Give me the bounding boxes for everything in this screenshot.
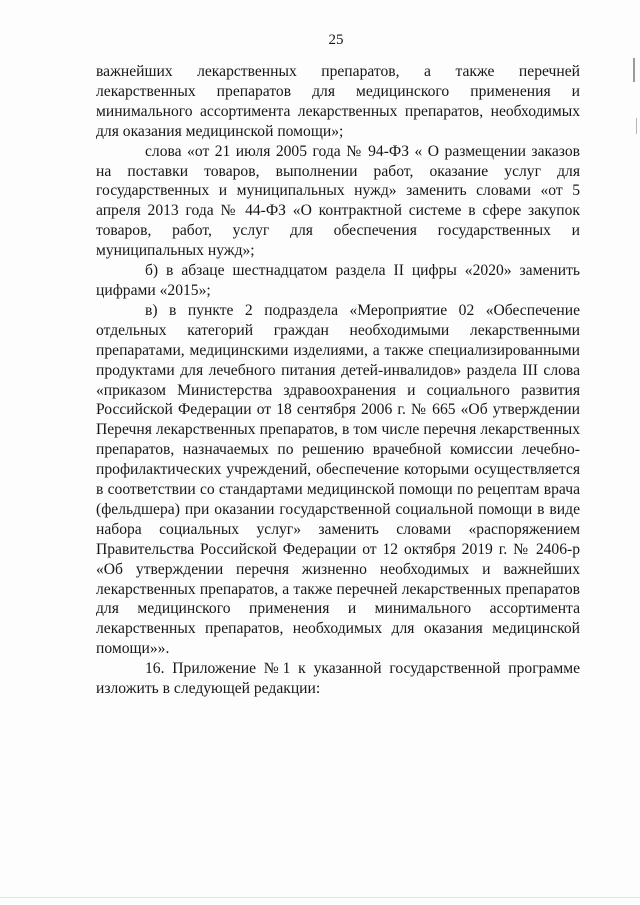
scan-bottom-line <box>0 897 640 898</box>
paragraph-item-b: б) в абзаце шестнадцатом раздела II цифры «2020» заменить цифрами «2015»; <box>96 262 580 299</box>
page-number: 25 <box>328 32 344 48</box>
paragraph-item-v: в) в пункте 2 подраздела «Мероприятие 02 «Обеспечение отдельных категорий граждан необходимыми лекарственными препаратами, медицинскими изделиями, а также специализированными продуктами для лечебного питания детей-инвалидов» раздела III слова «приказом Министерства здравоохранения и социального развития Российской Федерации от 18 сентября 2006 г. № 665 «Об утверждении Перечня лекарственных препаратов, в том числе перечня лекарственных препаратов, назначаемых по решению врачебной комиссии лечебно-профилактических учреждений, обеспечение которыми осуществляется в соответствии со стандартами медицинской помощи по рецептам врача (фельдшера) при оказании государственной социальной помощи в виде набора социальных услуг» заменить словами «распоряжением Правительства Российской Федерации от 12 октября 2019 г. № 2406-р «Об утверждении перечня жизненно необходимых и важнейших лекарственных препаратов, а также перечней лекарственных препаратов для медицинского применения и минимального ассортимента лекарственных препаратов, необходимых для оказания медицинской помощи»». <box>96 301 580 658</box>
scan-edge-mark-small <box>636 118 637 134</box>
paragraph-item-16: 16. Приложение №1 к указанной государственной программе изложить в следующей редакции: <box>96 660 580 698</box>
document-body <box>96 62 580 699</box>
scan-edge-mark <box>633 58 635 82</box>
paragraph-words-replacement: слова «от 21 июля 2005 года № 94-ФЗ « О размещении заказов на поставки товаров, выполнении работ, оказание услуг для государственных и муниципальных нужд» заменить словами «от 5 апреля 2013 года № 44-ФЗ «О контрактной системе в сфере закупок товаров, работ, услуг для обеспечения государственных и муниципальных нужд»; <box>96 142 580 260</box>
paragraph-continuation: важнейших лекарственных препаратов, а также перечней лекарственных препаратов для медицинского применения и минимального ассортимента лекарственных препаратов, необходимых для оказания медицинской помощи»; <box>96 63 580 140</box>
